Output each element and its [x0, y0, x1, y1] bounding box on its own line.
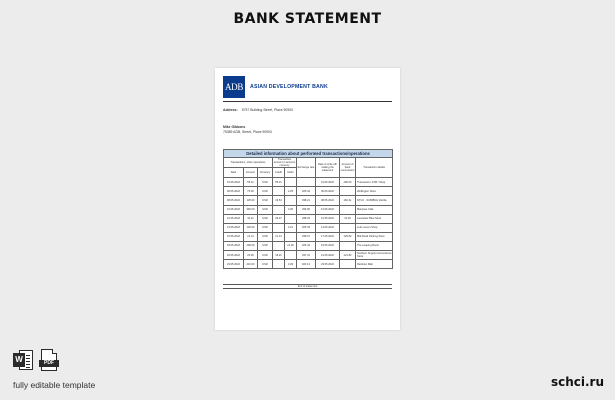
cell-date-write-off: 08.05.2022 — [316, 196, 340, 205]
cell-details: Marquee Café — [356, 205, 393, 214]
col-amount: Amount — [244, 168, 258, 178]
table-row — [224, 223, 393, 232]
address-label: Address: — [223, 108, 238, 112]
cell-details: Northern Supply Convenience Store — [357, 251, 392, 259]
cell-credit: 55.21 — [273, 178, 285, 187]
cell-debit — [285, 214, 297, 223]
cell-date: 20.05.2022 — [224, 251, 244, 260]
cell-amount: 42.21 — [244, 214, 258, 223]
cell-currency: USD — [258, 187, 273, 196]
table-row — [224, 260, 393, 269]
cell-fee: 10.00 — [340, 214, 356, 223]
table-row — [224, 187, 393, 196]
cell-currency: USD — [258, 178, 273, 187]
address-value: 5757 Building Street, Place 90900 — [241, 108, 293, 112]
cell-amount: 290.00 — [244, 241, 258, 250]
table-row — [224, 178, 393, 187]
bank-logo: ADB — [223, 76, 245, 98]
cell-fee: 125.84 — [340, 232, 356, 241]
col-debit: Debit — [285, 168, 297, 178]
cell-currency: USD — [258, 196, 273, 205]
cell-date: 23.05.2022 — [224, 260, 244, 269]
cell-date: 06.05.2022 — [224, 187, 244, 196]
bank-header — [223, 76, 328, 98]
cell-currency: USD — [258, 260, 273, 269]
cell-rate: 456.00 — [297, 205, 316, 214]
cell-rate: 498.34 — [297, 214, 316, 223]
cell-details: Lancaster Blue Store — [356, 214, 393, 223]
cell-date: 15.05.2022 — [224, 232, 244, 241]
cell-rate: 497.31 — [297, 251, 316, 260]
cell-details: Rainbow Mall — [356, 260, 393, 269]
cell-credit: 19.54 — [273, 196, 285, 205]
cell-currency: USD — [258, 214, 273, 223]
cell-details: Wellington Store — [356, 187, 393, 196]
col-group-transactions: Transactions, other operations — [224, 158, 273, 168]
col-date-write-off: Date of write-off/ making the statement — [316, 158, 340, 178]
cell-debit — [285, 178, 297, 187]
cell-rate: 498.37 — [297, 232, 316, 241]
cell-debit — [285, 196, 297, 205]
cell-rate: 405.44 — [297, 241, 316, 250]
transactions-table — [223, 149, 393, 269]
cell-date-write-off: 17.05.2022 — [316, 232, 340, 241]
pdf-icon: PDF — [39, 349, 59, 371]
header-divider — [223, 101, 392, 102]
cell-fee — [340, 223, 356, 232]
table-row — [224, 251, 393, 260]
table-caption: Detailed information about performed transactions/operations — [224, 150, 393, 158]
col-group-currency: Transaction amount in account currency — [273, 158, 296, 168]
cell-currency: USD — [258, 251, 273, 260]
cell-credit — [273, 260, 285, 269]
cell-currency: USD — [258, 205, 273, 214]
cell-fee: 400.00 — [340, 178, 356, 187]
cell-amount: 210.00 — [244, 260, 258, 269]
cell-rate: 405.44 — [297, 187, 316, 196]
cell-amount: 125.00 — [244, 196, 258, 205]
cell-currency: USD — [258, 232, 273, 241]
cell-fee — [340, 205, 356, 214]
cell-fee: 162.21 — [340, 196, 356, 205]
cell-amount: 55.21 — [244, 178, 258, 187]
cell-amount: 20.35 — [244, 251, 258, 260]
cell-debit — [285, 251, 297, 260]
cell-debit: 4.00 — [285, 205, 297, 214]
word-icon: W — [13, 349, 33, 371]
cell-credit — [273, 241, 285, 250]
col-currency: Currency — [258, 168, 273, 178]
cell-fee — [340, 241, 356, 250]
cell-date-write-off: 13.05.2022 — [316, 205, 340, 214]
cell-credit: 18.21 — [273, 251, 285, 260]
table-row — [224, 205, 393, 214]
cell-date-write-off: 12.05.2022 — [316, 214, 340, 223]
cell-fee — [340, 260, 356, 269]
cell-date: 12.05.2022 — [224, 214, 244, 223]
cell-date-write-off: 06.05.2022 — [316, 187, 340, 196]
cell-date: 13.05.2022 — [224, 223, 244, 232]
table-row — [224, 241, 393, 250]
cell-credit: 39.27 — [273, 214, 285, 223]
bank-address — [223, 108, 293, 112]
page-title: BANK STATEMENT — [233, 11, 382, 27]
table-row — [224, 196, 393, 205]
cell-amount: 21.14 — [244, 232, 258, 241]
cell-debit: 21.00 — [285, 241, 297, 250]
statement-document — [215, 68, 400, 330]
cell-date: 18.05.2022 — [224, 241, 244, 250]
col-transaction-details: Transaction details — [356, 158, 393, 178]
col-amount-fee: Amount of bank commission — [340, 158, 356, 178]
cell-date-write-off: 19.05.2022 — [316, 241, 340, 250]
cell-rate — [297, 178, 316, 187]
cell-debit: 2.25 — [285, 187, 297, 196]
col-date: Date — [224, 168, 244, 178]
statement-footer: End of statement — [223, 284, 392, 289]
table-row — [224, 214, 393, 223]
table-body — [224, 178, 393, 269]
cell-details: The Leaping Room — [356, 241, 393, 250]
cell-debit — [285, 232, 297, 241]
tagline: fully editable template — [13, 380, 96, 390]
cell-fee — [340, 187, 356, 196]
table-row — [224, 232, 393, 241]
site-name: schci.ru — [550, 375, 604, 389]
cell-amount: 120.00 — [244, 223, 258, 232]
cell-details: NTUC - SCB/BCH Vanilla — [356, 196, 393, 205]
cell-date-write-off: 21.05.2022 — [316, 251, 340, 260]
cell-credit — [273, 205, 285, 214]
cell-credit: 21.14 — [273, 232, 285, 241]
format-icons — [13, 349, 59, 371]
cell-date: 10.05.2022 — [224, 205, 244, 214]
cell-rate: 405.33 — [297, 223, 316, 232]
cell-date-write-off: 01.05.2022 — [316, 178, 340, 187]
cell-date-write-off: 23.05.2022 — [316, 260, 340, 269]
cell-credit — [273, 187, 285, 196]
cell-currency: USD — [258, 223, 273, 232]
cell-date: 01.05.2022 — [224, 178, 244, 187]
cell-fee: 121.82 — [340, 251, 356, 260]
cell-date-write-off: 14.05.2022 — [316, 223, 340, 232]
cell-debit: 4.09 — [285, 260, 297, 269]
cell-amount: 70.00 — [244, 187, 258, 196]
bank-name: ASIAN DEVELOPMENT BANK — [250, 84, 328, 90]
col-exchange-rate: Exchange rate — [297, 158, 316, 178]
cell-details: Lulu Lemon Shop — [356, 223, 393, 232]
cell-currency: USD — [258, 241, 273, 250]
client-address: 75389 ADB, Street, Place 90903 — [223, 130, 272, 134]
cell-rate: 498.21 — [297, 196, 316, 205]
client-name: Mike Gibbons — [223, 125, 246, 129]
col-credit: Credit — [273, 168, 285, 178]
cell-details: Transaction: ATM / Shop — [356, 178, 393, 187]
cell-rate: 403.13 — [297, 260, 316, 269]
cell-details: Mid-Road Parking Store — [356, 232, 393, 241]
cell-date: 08.05.2022 — [224, 196, 244, 205]
cell-amount: 360.00 — [244, 205, 258, 214]
cell-debit: 4.21 — [285, 223, 297, 232]
cell-credit — [273, 223, 285, 232]
